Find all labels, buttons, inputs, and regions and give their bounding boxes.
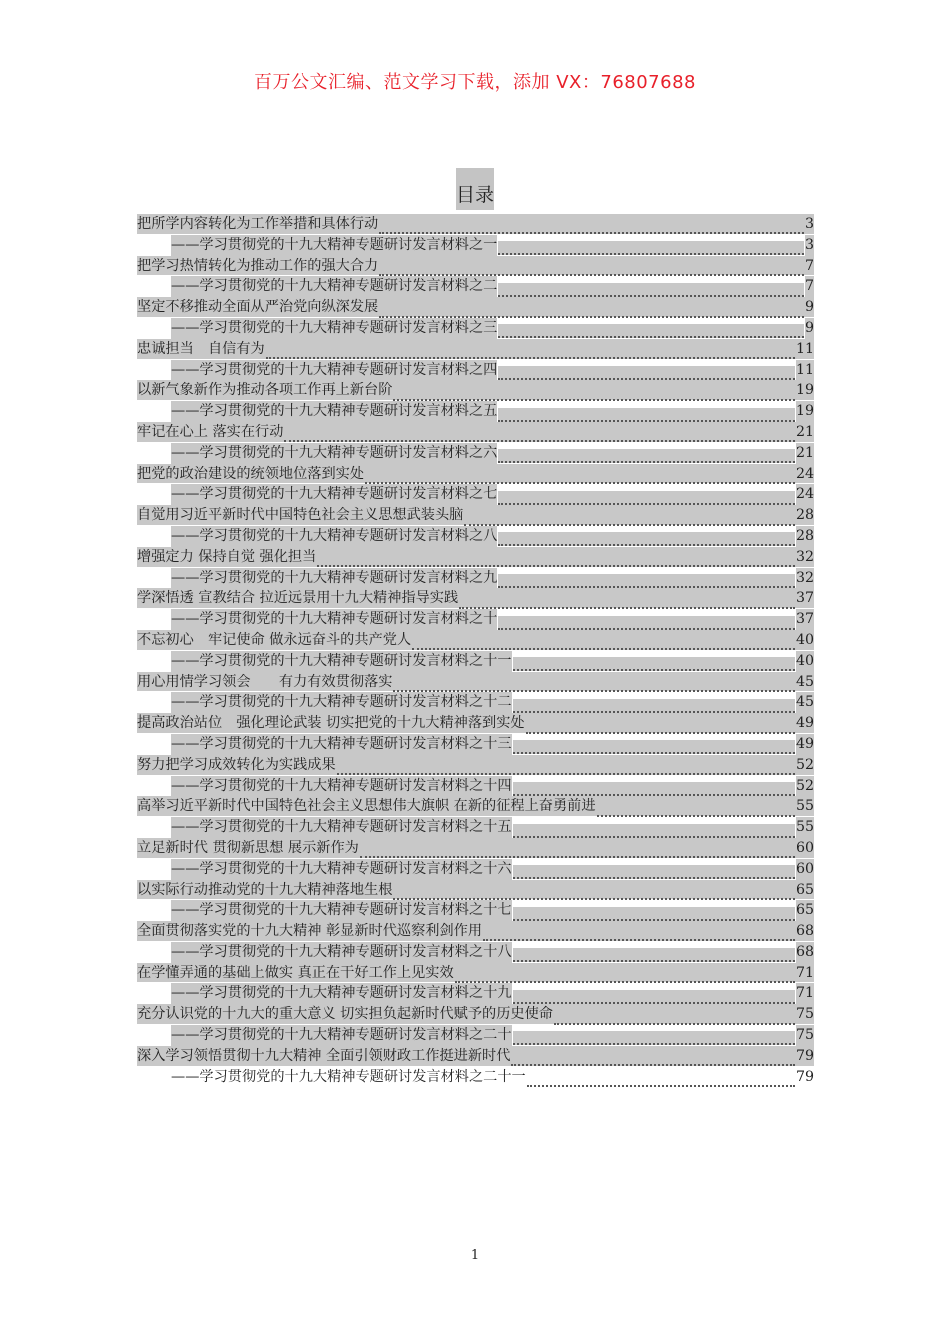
toc-entry-text: ——学习贯彻党的十九大精神专题研讨发言材料之八: [171, 526, 497, 547]
toc-entry-text: 以新气象新作为推动各项工作再上新台阶: [137, 382, 393, 399]
toc-dot-leader: [498, 241, 804, 255]
toc-page-number: 40: [796, 651, 814, 672]
toc-entry-text: ——学习贯彻党的十九大精神专题研讨发言材料之一: [171, 235, 497, 256]
toc-entry-text: 在学懂弄通的基础上做实 真正在干好工作上见实效: [137, 964, 454, 981]
toc-entry-text: ——学习贯彻党的十九大精神专题研讨发言材料之三: [171, 318, 497, 339]
toc-entry-text: ——学习贯彻党的十九大精神专题研讨发言材料之九: [171, 568, 497, 589]
toc-entry[interactable]: [137, 339, 814, 360]
toc-entry-text: 用心用情学习领会 有力有效贯彻落实: [137, 673, 393, 690]
toc-entry-text: ——学习贯彻党的十九大精神专题研讨发言材料之十: [171, 609, 497, 630]
toc-entry[interactable]: [137, 1046, 814, 1067]
toc-subtitle-entry[interactable]: [137, 1067, 814, 1088]
toc-page-number: 11: [795, 340, 814, 357]
toc-page-number: 3: [804, 216, 814, 232]
toc-entry-text: 全面贯彻落实党的十九大精神 彰显新时代巡察利剑作用: [137, 923, 483, 940]
toc-page-number: 19: [796, 401, 814, 422]
toc-subtitle-entry[interactable]: [137, 318, 814, 339]
toc-dot-leader: [483, 927, 795, 941]
toc-entry-text: 学深悟透 宣教结合 拉近远景用十九大精神指导实践: [137, 590, 459, 607]
header-banner: 百万公文汇编、范文学习下载，添加 VX：76807688: [254, 72, 696, 93]
toc-entry-text: ——学习贯彻党的十九大精神专题研讨发言材料之五: [171, 401, 497, 422]
toc-page-number: 65: [795, 881, 814, 898]
toc-subtitle-entry[interactable]: [137, 776, 814, 797]
toc-entry-text: 牢记在心上 落实在行动: [137, 423, 284, 440]
toc-entry-text: ——学习贯彻党的十九大精神专题研讨发言材料之十一: [171, 651, 512, 672]
toc-dot-leader: [513, 865, 795, 879]
toc-entry[interactable]: [137, 672, 814, 693]
toc-page-number: 40: [795, 631, 814, 648]
toc-page-number: 60: [795, 839, 814, 856]
toc-subtitle-entry[interactable]: [137, 859, 814, 880]
toc-entry-text: ——学习贯彻党的十九大精神专题研讨发言材料之二: [171, 276, 497, 297]
toc-entry[interactable]: [137, 214, 814, 235]
toc-entry-text: ——学习贯彻党的十九大精神专题研讨发言材料之十八: [171, 942, 512, 963]
toc-dot-leader: [554, 1011, 795, 1025]
toc-entry-text: ——学习贯彻党的十九大精神专题研讨发言材料之七: [171, 484, 497, 505]
toc-page-number: 71: [796, 983, 814, 1004]
toc-dot-leader: [266, 345, 795, 359]
toc-entry-text: 不忘初心 牢记使命 做永远奋斗的共产党人: [137, 631, 412, 648]
toc-dot-leader: [498, 366, 795, 380]
toc-dot-leader: [379, 304, 804, 318]
toc-page-number: 79: [795, 1047, 814, 1064]
toc-entry-text: ——学习贯彻党的十九大精神专题研讨发言材料之十四: [171, 776, 512, 797]
toc-page-number: 52: [795, 756, 814, 773]
toc-page-number: 19: [795, 382, 814, 399]
toc-page-number: 7: [804, 257, 814, 274]
toc-entry-text: 提高政治站位 强化理论武装 切实把党的十九大精神落到实处: [137, 715, 525, 732]
toc-dot-leader: [511, 1052, 795, 1066]
toc-entry-text: 立足新时代 贯彻新思想 展示新作为: [137, 839, 359, 856]
toc-entry-text: 忠诚担当 自信有为: [137, 340, 265, 357]
toc-page-number: 55: [796, 817, 814, 838]
toc-entry[interactable]: [137, 796, 814, 817]
toc-dot-leader: [393, 678, 795, 692]
toc-page-number: 49: [796, 734, 814, 755]
toc-dot-leader: [464, 512, 795, 526]
toc-page-number: 3: [805, 235, 814, 256]
toc-dot-leader: [498, 283, 804, 297]
toc-subtitle-entry[interactable]: [137, 817, 814, 838]
toc-page-number: 11: [796, 360, 814, 381]
toc-dot-leader: [513, 990, 795, 1004]
toc-page-number: 28: [795, 507, 814, 524]
toc-subtitle-entry[interactable]: [137, 484, 814, 505]
toc-page-number: 49: [795, 715, 814, 732]
toc-dot-leader: [513, 1031, 795, 1045]
toc-page-number: 52: [796, 776, 814, 797]
toc-page-number: 65: [796, 900, 814, 921]
toc-page-number: 21: [796, 443, 814, 464]
toc-dot-leader: [379, 220, 804, 234]
toc-page-number: 71: [795, 964, 814, 981]
toc-entry-text: 充分认识党的十九大的重大意义 切实担负起新时代赋予的历史使命: [137, 1006, 553, 1023]
toc-page-number: 79: [795, 1068, 814, 1085]
toc-entry-text: 高举习近平新时代中国特色社会主义思想伟大旗帜 在新的征程上奋勇前进: [137, 798, 596, 815]
toc-subtitle-entry[interactable]: [137, 360, 814, 381]
toc-page-number: 24: [796, 484, 814, 505]
toc-subtitle-entry[interactable]: [137, 568, 814, 589]
toc-dot-leader: [393, 886, 795, 900]
toc-dot-leader: [513, 782, 795, 796]
toc-entry-text: ——学习贯彻党的十九大精神专题研讨发言材料之十二: [171, 692, 512, 713]
toc-dot-leader: [498, 408, 795, 422]
toc-entry-text: 把学习热情转化为推动工作的强大合力: [137, 257, 379, 274]
toc-subtitle-entry[interactable]: [137, 734, 814, 755]
toc-entry-text: ——学习贯彻党的十九大精神专题研讨发言材料之十六: [171, 859, 512, 880]
toc-entry-text: 把所学内容转化为工作举措和具体行动: [137, 216, 379, 232]
toc-subtitle-entry[interactable]: [137, 692, 814, 713]
toc-entry-text: ——学习贯彻党的十九大精神专题研讨发言材料之四: [171, 360, 497, 381]
toc-subtitle-entry[interactable]: [137, 526, 814, 547]
toc-entry[interactable]: [137, 755, 814, 776]
toc-dot-leader: [365, 470, 795, 484]
toc-page-number: 32: [796, 568, 814, 589]
toc-entry-text: ——学习贯彻党的十九大精神专题研讨发言材料之十七: [171, 900, 512, 921]
toc-entry-text: ——学习贯彻党的十九大精神专题研讨发言材料之六: [171, 443, 497, 464]
toc-dot-leader: [513, 907, 795, 921]
toc-dot-leader: [513, 948, 795, 962]
toc-subtitle-entry[interactable]: [137, 401, 814, 422]
toc-page-number: 68: [795, 923, 814, 940]
toc-entry-text: ——学习贯彻党的十九大精神专题研讨发言材料之十五: [171, 817, 512, 838]
toc-page-number: 32: [795, 548, 814, 565]
toc-dot-leader: [498, 532, 795, 546]
toc-entry[interactable]: [137, 838, 814, 859]
toc-page-number: 75: [796, 1025, 814, 1046]
toc-entry-text: ——学习贯彻党的十九大精神专题研讨发言材料之二十: [171, 1025, 512, 1046]
toc-entry[interactable]: [137, 963, 814, 984]
toc-page-number: 55: [795, 798, 814, 815]
toc-entry-text: 自觉用习近平新时代中国特色社会主义思想武装头脑: [137, 507, 464, 524]
table-of-contents: [137, 214, 814, 1087]
toc-entry[interactable]: [137, 630, 814, 651]
toc-dot-leader: [498, 491, 795, 505]
toc-dot-leader: [412, 636, 795, 650]
toc-dot-leader: [360, 844, 795, 858]
toc-entry[interactable]: [137, 588, 814, 609]
toc-page-number: 9: [804, 299, 814, 316]
toc-page-number: 21: [795, 423, 814, 440]
toc-subtitle-entry[interactable]: [137, 983, 814, 1004]
toc-entry[interactable]: [137, 464, 814, 485]
toc-subtitle-entry[interactable]: [137, 609, 814, 630]
toc-page-number: 45: [796, 692, 814, 713]
toc-entry-text: 坚定不移推动全面从严治党向纵深发展: [137, 299, 379, 316]
toc-entry-text: 把党的政治建设的统领地位落到实处: [137, 465, 365, 482]
toc-entry-text: ——学习贯彻党的十九大精神专题研讨发言材料之二十一: [171, 1068, 526, 1085]
toc-dot-leader: [597, 803, 795, 817]
toc-dot-leader: [498, 574, 795, 588]
toc-entry-text: 努力把学习成效转化为实践成果: [137, 756, 336, 773]
toc-page-number: 60: [796, 859, 814, 880]
toc-subtitle-entry[interactable]: [137, 900, 814, 921]
toc-entry-text: 以实际行动推动党的十九大精神落地生根: [137, 881, 393, 898]
toc-dot-leader: [513, 657, 795, 671]
toc-dot-leader: [513, 699, 795, 713]
toc-entry[interactable]: [137, 713, 814, 734]
toc-entry[interactable]: [137, 880, 814, 901]
toc-dot-leader: [379, 262, 804, 276]
toc-page-number: 37: [796, 609, 814, 630]
toc-subtitle-entry[interactable]: [137, 651, 814, 672]
toc-dot-leader: [455, 969, 795, 983]
page-number: 1: [470, 1248, 480, 1263]
toc-subtitle-entry[interactable]: [137, 1025, 814, 1046]
toc-entry[interactable]: [137, 505, 814, 526]
toc-dot-leader: [337, 761, 795, 775]
toc-page-number: 37: [795, 590, 814, 607]
toc-page-number: 9: [805, 318, 814, 339]
toc-dot-leader: [317, 553, 795, 567]
toc-entry[interactable]: [137, 547, 814, 568]
toc-title: 目录: [456, 168, 494, 210]
toc-page-number: 28: [796, 526, 814, 547]
toc-dot-leader: [498, 324, 804, 338]
toc-entry[interactable]: [137, 380, 814, 401]
toc-entry[interactable]: [137, 256, 814, 277]
toc-page-number: 68: [796, 942, 814, 963]
toc-dot-leader: [527, 1073, 795, 1087]
toc-subtitle-entry[interactable]: [137, 942, 814, 963]
toc-entry-text: ——学习贯彻党的十九大精神专题研讨发言材料之十三: [171, 734, 512, 755]
toc-dot-leader: [513, 824, 795, 838]
toc-page-number: 7: [805, 276, 814, 297]
toc-entry-text: 深入学习领悟贯彻十九大精神 全面引领财政工作挺进新时代: [137, 1047, 511, 1064]
toc-subtitle-entry[interactable]: [137, 235, 814, 256]
toc-entry-text: 增强定力 保持自觉 强化担当: [137, 548, 317, 565]
toc-entry[interactable]: [137, 921, 814, 942]
toc-entry-text: ——学习贯彻党的十九大精神专题研讨发言材料之十九: [171, 983, 512, 1004]
toc-subtitle-entry[interactable]: [137, 443, 814, 464]
toc-page-number: 24: [795, 465, 814, 482]
toc-dot-leader: [498, 449, 795, 463]
toc-dot-leader: [393, 387, 795, 401]
toc-subtitle-entry[interactable]: [137, 276, 814, 297]
toc-dot-leader: [284, 428, 795, 442]
toc-page-number: 75: [795, 1006, 814, 1023]
toc-dot-leader: [459, 595, 795, 609]
toc-entry[interactable]: [137, 1004, 814, 1025]
toc-dot-leader: [526, 720, 795, 734]
toc-page-number: 45: [795, 673, 814, 690]
toc-entry[interactable]: [137, 422, 814, 443]
toc-dot-leader: [513, 740, 795, 754]
toc-entry[interactable]: [137, 297, 814, 318]
toc-dot-leader: [498, 616, 795, 630]
